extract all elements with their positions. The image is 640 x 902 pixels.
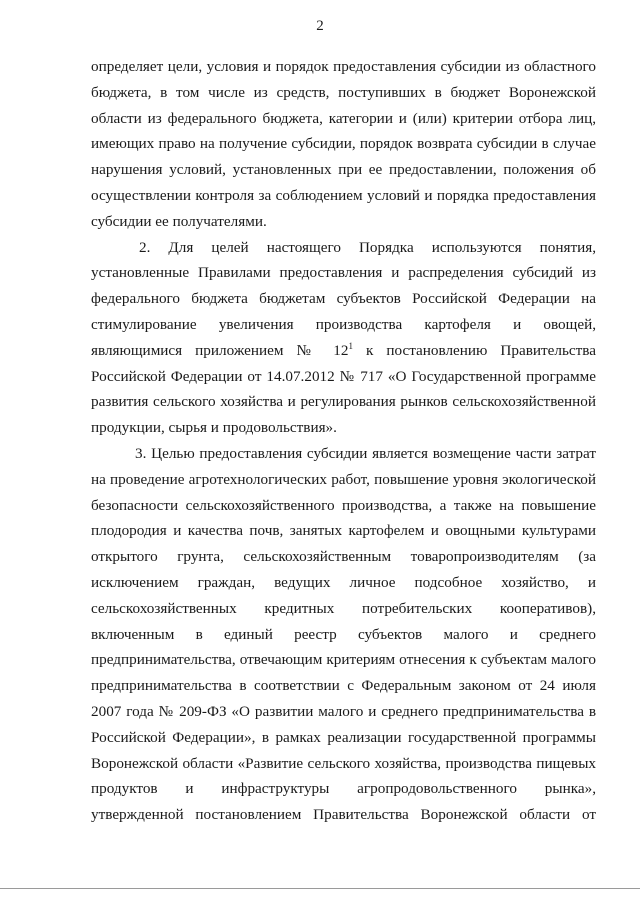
text-line: предпринимательства в соответствии с Федеральным законом от 24 июля <box>91 677 596 695</box>
text-line: продуктов и инфраструктуры агропродовольственного рынка», <box>91 780 596 798</box>
text-line: Воронежской области «Развитие сельского хозяйства, производства пищевых <box>91 754 596 772</box>
text-line: области из федерального бюджета, категории и (или) критерии отбора лиц, <box>91 109 596 127</box>
text-line: продукции, сырья и продовольствия». <box>91 419 337 437</box>
text-line: плодородия и качества почв, занятых картофелем и овощными культурами <box>91 522 596 540</box>
text-line: нарушения условий, установленных при ее предоставлении, положения об <box>91 161 596 179</box>
text-line: 2007 года № 209-ФЗ «О развитии малого и среднего предпринимательства в <box>91 702 596 720</box>
text-line: сельскохозяйственных кредитных потребительских кооперативов), <box>91 599 596 617</box>
document-body <box>91 54 596 828</box>
text-fragment: к постановлению Правительства <box>352 341 596 359</box>
text-fragment: являющимися приложением № 12 <box>91 341 349 359</box>
text-line: открытого грунта, сельскохозяйственным товаропроизводителям (за <box>91 548 596 566</box>
text-line: федерального бюджета бюджетам субъектов Российской Федерации на <box>91 290 596 308</box>
paragraph-2 <box>91 235 596 441</box>
text-line: стимулирование увеличения производства картофеля и овощей, <box>91 315 596 333</box>
text-line: осуществлении контроля за соблюдением условий и порядка предоставления <box>91 186 596 204</box>
text-line: Российской Федерации от 14.07.2012 № 717 «О Государственной программе <box>91 367 596 385</box>
text-line: установленные Правилами предоставления и распределения субсидий из <box>91 264 596 282</box>
text-line: субсидии ее получателями. <box>91 212 267 230</box>
paragraph-1 <box>91 54 596 235</box>
text-line-with-footnote <box>91 338 596 364</box>
text-line: развития сельского хозяйства и регулирования рынков сельскохозяйственной <box>91 393 596 411</box>
text-line: безопасности сельскохозяйственного производства, а также на повышение <box>91 496 596 514</box>
text-line: включенным в единый реестр субъектов малого и среднего <box>91 625 596 643</box>
paragraph-3 <box>91 441 596 828</box>
text-line: бюджета, в том числе из средств, поступивших в бюджет Воронежской <box>91 83 596 101</box>
page-bottom-rule <box>0 888 640 889</box>
page-number: 2 <box>316 18 324 34</box>
text-line: имеющих право на получение субсидии, порядок возврата субсидии в случае <box>91 135 596 153</box>
text-line: утвержденной постановлением Правительства Воронежской области от <box>91 806 596 824</box>
text-line: Российской Федерации», в рамках реализации государственной программы <box>91 728 596 746</box>
footnote-superscript: 1 <box>348 340 353 351</box>
text-line: на проведение агротехнологических работ, повышение уровня экологической <box>91 470 596 488</box>
text-line: определяет цели, условия и порядок предоставления субсидии из областного <box>91 58 596 75</box>
text-line: предпринимательства, отвечающим критериям отнесения к субъектам малого <box>91 651 596 669</box>
text-line: 3. Целью предоставления субсидии является возмещение части затрат <box>135 444 596 462</box>
text-line: исключением граждан, ведущих личное подсобное хозяйство, и <box>91 573 596 591</box>
text-line: 2. Для целей настоящего Порядка используются понятия, <box>139 238 596 256</box>
